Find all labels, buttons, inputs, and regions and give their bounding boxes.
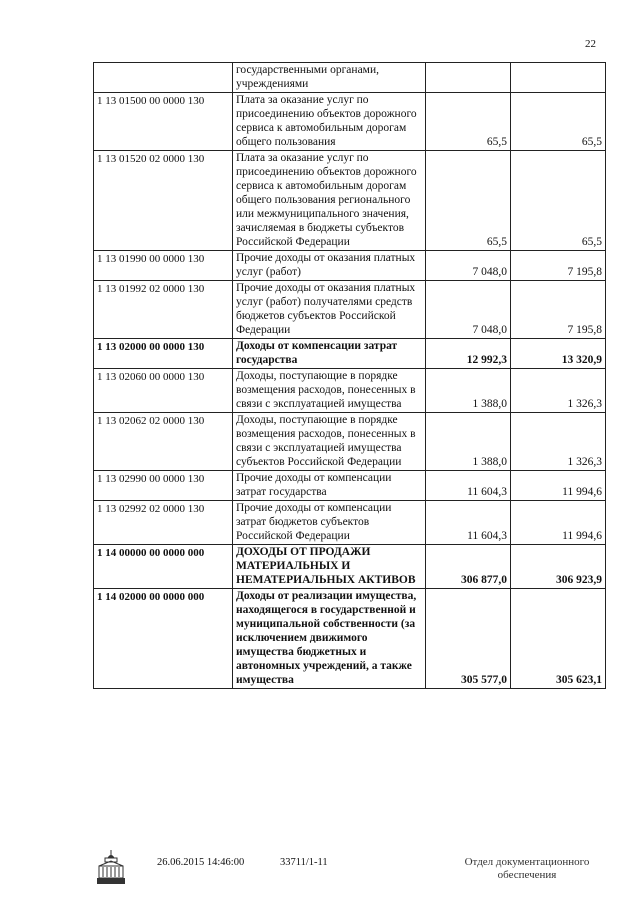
footer-doc-number: 33711/1-11 bbox=[280, 857, 328, 868]
page-number: 22 bbox=[585, 38, 596, 50]
table-row bbox=[94, 93, 606, 151]
row-value-2014: 1 388,0 bbox=[426, 369, 511, 413]
row-code bbox=[94, 63, 233, 93]
row-name: ДОХОДЫ ОТ ПРОДАЖИ МАТЕРИАЛЬНЫХ И НЕМАТЕРИАЛЬНЫХ АКТИВОВ bbox=[233, 545, 426, 589]
row-code: 1 13 02992 02 0000 130 bbox=[94, 501, 233, 545]
row-code: 1 14 00000 00 0000 000 bbox=[94, 545, 233, 589]
table-row bbox=[94, 281, 606, 339]
row-value-2015: 7 195,8 bbox=[511, 251, 606, 281]
table-row bbox=[94, 151, 606, 251]
row-name: Прочие доходы от оказания платных услуг (работ) получателями средств бюджетов субъектов Российской Федерации bbox=[233, 281, 426, 339]
row-code: 1 13 02060 00 0000 130 bbox=[94, 369, 233, 413]
row-value-2014 bbox=[426, 63, 511, 93]
row-value-2014: 7 048,0 bbox=[426, 281, 511, 339]
row-name: Плата за оказание услуг по присоединению объектов дорожного сервиса к автомобильным дорогам общего пользования bbox=[233, 93, 426, 151]
table-row bbox=[94, 589, 606, 689]
row-value-2015: 1 326,3 bbox=[511, 413, 606, 471]
row-value-2015: 306 923,9 bbox=[511, 545, 606, 589]
row-value-2014: 7 048,0 bbox=[426, 251, 511, 281]
budget-table bbox=[93, 62, 606, 689]
row-code: 1 13 02990 00 0000 130 bbox=[94, 471, 233, 501]
row-value-2014: 305 577,0 bbox=[426, 589, 511, 689]
row-value-2014: 65,5 bbox=[426, 151, 511, 251]
row-name: Прочие доходы от компенсации затрат бюджетов субъектов Российской Федерации bbox=[233, 501, 426, 545]
row-value-2015: 11 994,6 bbox=[511, 501, 606, 545]
row-value-2014: 12 992,3 bbox=[426, 339, 511, 369]
row-code: 1 13 02000 00 0000 130 bbox=[94, 339, 233, 369]
row-name: Прочие доходы от компенсации затрат государства bbox=[233, 471, 426, 501]
table-row bbox=[94, 471, 606, 501]
duma-logo-icon bbox=[96, 848, 126, 886]
footer-datetime: 26.06.2015 14:46:00 bbox=[157, 857, 245, 868]
row-code: 1 13 01992 02 0000 130 bbox=[94, 281, 233, 339]
row-value-2014: 1 388,0 bbox=[426, 413, 511, 471]
row-name: Доходы от реализации имущества, находящегося в государственной и муниципальной собственности (за исключением движимого имущества бюджетных и автономных учреждений, а также имущества bbox=[233, 589, 426, 689]
row-value-2015 bbox=[511, 63, 606, 93]
row-value-2014: 11 604,3 bbox=[426, 471, 511, 501]
row-value-2014: 65,5 bbox=[426, 93, 511, 151]
table-row bbox=[94, 251, 606, 281]
row-value-2014: 11 604,3 bbox=[426, 501, 511, 545]
row-name: государственными органами, учреждениями bbox=[233, 63, 426, 93]
row-value-2015: 11 994,6 bbox=[511, 471, 606, 501]
table-row bbox=[94, 413, 606, 471]
row-code: 1 13 01520 02 0000 130 bbox=[94, 151, 233, 251]
row-code: 1 14 02000 00 0000 000 bbox=[94, 589, 233, 689]
row-value-2015: 305 623,1 bbox=[511, 589, 606, 689]
row-value-2015: 65,5 bbox=[511, 151, 606, 251]
row-value-2014: 306 877,0 bbox=[426, 545, 511, 589]
row-code: 1 13 02062 02 0000 130 bbox=[94, 413, 233, 471]
table-row bbox=[94, 501, 606, 545]
table-row bbox=[94, 369, 606, 413]
row-value-2015: 65,5 bbox=[511, 93, 606, 151]
footer-department: Отдел документационного обеспечения bbox=[464, 856, 590, 881]
table-row bbox=[94, 545, 606, 589]
row-name: Доходы, поступающие в порядке возмещения расходов, понесенных в связи с эксплуатацией имущества субъектов Российской Федерации bbox=[233, 413, 426, 471]
row-value-2015: 1 326,3 bbox=[511, 369, 606, 413]
row-value-2015: 13 320,9 bbox=[511, 339, 606, 369]
table-row bbox=[94, 63, 606, 93]
row-name: Доходы, поступающие в порядке возмещения расходов, понесенных в связи с эксплуатацией имущества bbox=[233, 369, 426, 413]
table-row bbox=[94, 339, 606, 369]
row-code: 1 13 01990 00 0000 130 bbox=[94, 251, 233, 281]
row-code: 1 13 01500 00 0000 130 bbox=[94, 93, 233, 151]
row-name: Плата за оказание услуг по присоединению объектов дорожного сервиса к автомобильным дорогам общего пользования регионального или межмуниципального значения, зачисляемая в бюджеты субъектов Российской Федерации bbox=[233, 151, 426, 251]
row-name: Прочие доходы от оказания платных услуг (работ) bbox=[233, 251, 426, 281]
row-value-2015: 7 195,8 bbox=[511, 281, 606, 339]
row-name: Доходы от компенсации затрат государства bbox=[233, 339, 426, 369]
